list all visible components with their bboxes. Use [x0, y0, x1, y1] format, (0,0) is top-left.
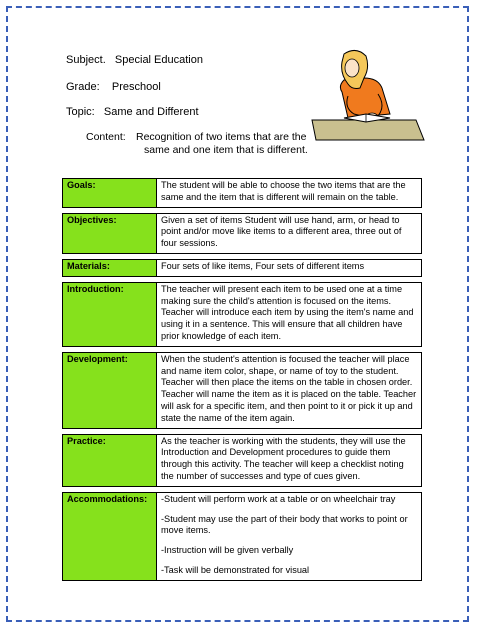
- table-row: [63, 352, 422, 428]
- row-label: Goals:: [63, 179, 157, 208]
- list-item: -Student will perform work at a table or on wheelchair tray: [161, 493, 396, 504]
- row-text: Four sets of like items, Four sets of different items: [157, 259, 422, 276]
- table-row: [63, 492, 422, 580]
- row-label: Introduction:: [63, 282, 157, 346]
- content-text: [136, 131, 308, 157]
- table-row: [63, 213, 422, 253]
- content-label: Content:: [86, 131, 126, 143]
- row-text: The student will be able to choose the two items that are the same and the item that is different will remain on the table.: [157, 179, 422, 208]
- row-label: Objectives:: [63, 213, 157, 253]
- topic-label: Topic:: [66, 106, 95, 118]
- grade-value: Preschool: [111, 81, 161, 93]
- row-label: Materials:: [63, 259, 157, 276]
- subject-value: Special Education: [114, 54, 203, 66]
- content-line-2: same and one item that is different.: [144, 144, 308, 156]
- student-reading-illustration: [308, 48, 428, 148]
- content-line-1: Recognition of two items that are the: [136, 131, 307, 143]
- table-row: [63, 259, 422, 276]
- list-item: -Student may use the part of their body that works to point or move items.: [161, 513, 408, 536]
- row-label: Development:: [63, 352, 157, 428]
- table-row: [63, 179, 422, 208]
- accommodations-list: [157, 492, 422, 580]
- grade-line: [66, 81, 161, 93]
- table-row: [63, 434, 422, 486]
- topic-line: [66, 106, 199, 118]
- list-item: -Task will be demonstrated for visual: [161, 564, 310, 575]
- table-row: [63, 282, 422, 346]
- topic-value: Same and Different: [103, 106, 199, 118]
- subject-line: [66, 54, 203, 66]
- list-item: -Instruction will be given verbally: [161, 545, 294, 556]
- row-text: The teacher will present each item to be used one at a time making sure the child's attention is focused on the items. Teacher will introduce each item by using the item's name and using it in a sentence. This will ensure that all children have prior knowledge of each item.: [157, 282, 422, 346]
- grade-label: Grade:: [66, 81, 100, 93]
- row-label: Accommodations:: [63, 492, 157, 580]
- row-text: Given a set of items Student will use hand, arm, or head to point and/or move like items to a different area, three out of four sessions.: [157, 213, 422, 253]
- row-text: As the teacher is working with the students, they will use the Introduction and Development procedures to guide them through this activity. The teacher will keep a checklist noting the number of successes and type of cues given.: [157, 434, 422, 486]
- subject-label: Subject.: [66, 54, 106, 66]
- row-text: When the student's attention is focused the teacher will place and name item color, shape, or name of toy to the student. Teacher will then place the items on the table in chosen order. Teacher will name the item as it is placed on the table. Teacher will ask for a specific item, and then point to it or pick it up and state the name of the item again.: [157, 352, 422, 428]
- row-label: Practice:: [63, 434, 157, 486]
- lesson-plan-table: [62, 178, 422, 581]
